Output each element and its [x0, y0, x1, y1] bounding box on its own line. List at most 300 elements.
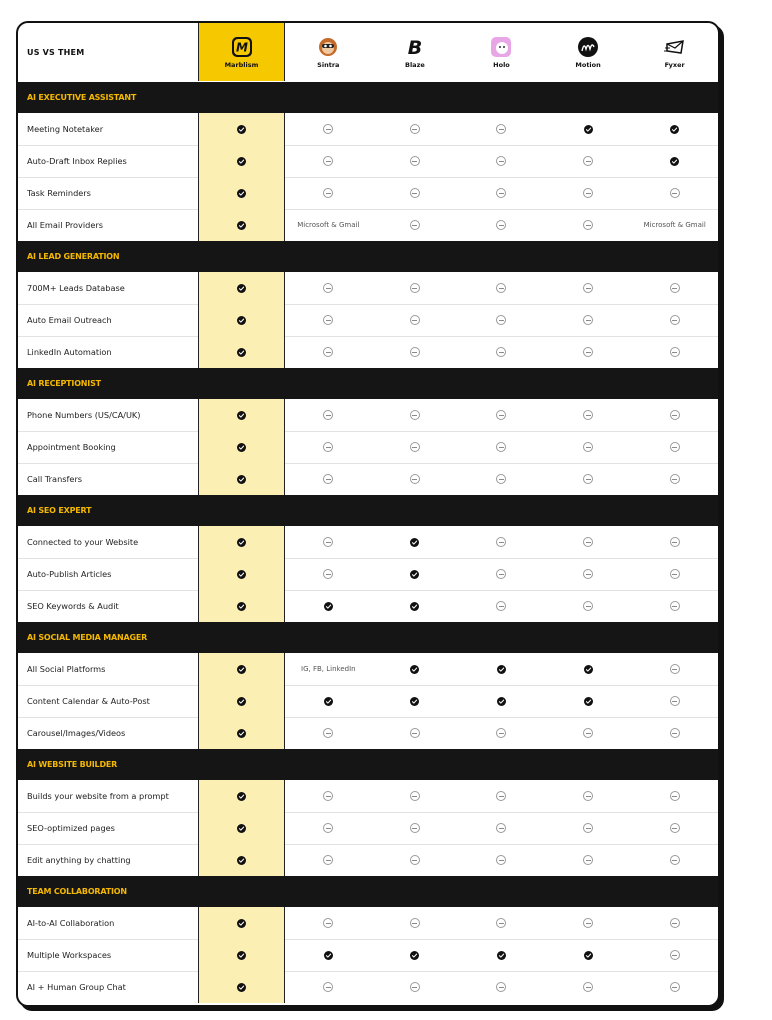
feature-cell: [18, 304, 198, 336]
table-row: [18, 177, 718, 210]
value-cell: [631, 113, 718, 145]
feature-name: Content Calendar & Auto-Post: [27, 696, 150, 706]
section-label: AI LEAD GENERATION: [27, 252, 120, 261]
section-label: AI SOCIAL MEDIA MANAGER: [27, 633, 148, 642]
value-cell: [631, 844, 718, 876]
table-row: [18, 780, 718, 813]
minus-circle-icon: [323, 283, 333, 293]
minus-circle-icon: [323, 982, 333, 992]
minus-circle-icon: [410, 156, 420, 166]
value-cell: [458, 685, 545, 717]
value-cell: [631, 399, 718, 431]
minus-circle-icon: [410, 347, 420, 357]
minus-circle-icon: [323, 442, 333, 452]
feature-cell: [18, 526, 198, 558]
minus-circle-icon: [583, 918, 593, 928]
checkmark-icon: [237, 729, 246, 738]
value-cell: [631, 463, 718, 495]
table-row: [18, 939, 718, 972]
feature-cell: [18, 907, 198, 939]
minus-circle-icon: [583, 791, 593, 801]
value-cell: [285, 844, 372, 876]
checkmark-icon: [237, 411, 246, 420]
value-cell: [372, 812, 459, 844]
checkmark-icon: [237, 157, 246, 166]
feature-note: IG, FB, LinkedIn: [301, 665, 356, 673]
table-row: [18, 113, 718, 146]
value-cell: [631, 304, 718, 336]
checkmark-icon: [237, 983, 246, 992]
value-cell: [631, 558, 718, 590]
value-cell: [458, 780, 545, 812]
value-cell: [198, 971, 285, 1003]
minus-circle-icon: [410, 410, 420, 420]
table-row: [18, 971, 718, 1003]
minus-circle-icon: [496, 918, 506, 928]
section-label: AI SEO EXPERT: [27, 506, 92, 515]
competitor-holo: [458, 23, 545, 81]
value-cell: [198, 939, 285, 971]
section-header: [18, 622, 718, 653]
section-label: AI EXECUTIVE ASSISTANT: [27, 93, 137, 102]
minus-circle-icon: [583, 982, 593, 992]
value-cell: [372, 780, 459, 812]
checkmark-icon: [670, 125, 679, 134]
minus-circle-icon: [323, 474, 333, 484]
minus-circle-icon: [583, 347, 593, 357]
feature-cell: [18, 209, 198, 241]
value-cell: [285, 685, 372, 717]
minus-circle-icon: [670, 982, 680, 992]
minus-circle-icon: [670, 855, 680, 865]
section-header: [18, 82, 718, 113]
checkmark-icon: [237, 919, 246, 928]
minus-circle-icon: [496, 855, 506, 865]
feature-cell: [18, 812, 198, 844]
value-cell: [458, 145, 545, 177]
section-label: AI RECEPTIONIST: [27, 379, 101, 388]
feature-name: Auto-Publish Articles: [27, 569, 112, 579]
value-cell: [545, 113, 632, 145]
minus-circle-icon: [410, 188, 420, 198]
feature-name: Auto Email Outreach: [27, 315, 112, 325]
minus-circle-icon: [323, 188, 333, 198]
value-cell: [198, 336, 285, 368]
value-cell: [631, 177, 718, 209]
section-cell: [18, 749, 718, 780]
value-cell: [458, 971, 545, 1003]
value-cell: [198, 780, 285, 812]
value-cell: [372, 939, 459, 971]
value-cell: [372, 971, 459, 1003]
competitor-name: Motion: [575, 60, 601, 69]
minus-circle-icon: [496, 315, 506, 325]
minus-circle-icon: [496, 410, 506, 420]
feature-cell: [18, 780, 198, 812]
minus-circle-icon: [410, 442, 420, 452]
minus-circle-icon: [583, 220, 593, 230]
minus-circle-icon: [583, 601, 593, 611]
value-cell: [631, 431, 718, 463]
value-cell: [285, 907, 372, 939]
value-cell: [285, 399, 372, 431]
minus-circle-icon: [323, 156, 333, 166]
minus-circle-icon: [496, 442, 506, 452]
section-cell: [18, 82, 718, 113]
minus-circle-icon: [670, 442, 680, 452]
value-cell: [372, 526, 459, 558]
value-cell: [372, 399, 459, 431]
value-cell: [198, 590, 285, 622]
table-row: [18, 336, 718, 368]
checkmark-icon: [237, 125, 246, 134]
value-cell: [545, 590, 632, 622]
section-label: TEAM COLLABORATION: [27, 887, 127, 896]
checkmark-icon: [237, 284, 246, 293]
value-cell: [372, 145, 459, 177]
section-header: [18, 368, 718, 399]
table-row: [18, 685, 718, 718]
value-cell: [458, 653, 545, 685]
value-cell: [285, 812, 372, 844]
value-cell: [631, 272, 718, 304]
value-cell: [458, 177, 545, 209]
checkmark-icon: [497, 665, 506, 674]
holo-logo-icon: [490, 36, 512, 58]
table-row: [18, 304, 718, 337]
value-cell: [458, 907, 545, 939]
minus-circle-icon: [496, 220, 506, 230]
value-cell: [285, 145, 372, 177]
feature-cell: [18, 336, 198, 368]
feature-note: Microsoft & Gmail: [643, 221, 706, 229]
value-cell: [285, 526, 372, 558]
table-row: [18, 209, 718, 241]
value-cell: [372, 844, 459, 876]
feature-name: Call Transfers: [27, 474, 83, 484]
section-header: [18, 749, 718, 780]
value-cell: [285, 304, 372, 336]
minus-circle-icon: [410, 283, 420, 293]
value-cell: [631, 653, 718, 685]
value-cell: [198, 272, 285, 304]
value-cell: [198, 717, 285, 749]
minus-circle-icon: [583, 855, 593, 865]
section-cell: [18, 241, 718, 272]
section-header: [18, 241, 718, 272]
value-cell: [285, 113, 372, 145]
value-cell: [285, 590, 372, 622]
value-cell: [545, 304, 632, 336]
value-cell: [631, 780, 718, 812]
value-cell: [372, 558, 459, 590]
section-cell: [18, 622, 718, 653]
feature-note: Microsoft & Gmail: [297, 221, 360, 229]
value-cell: [545, 431, 632, 463]
value-cell: [198, 113, 285, 145]
minus-circle-icon: [583, 728, 593, 738]
value-cell: [372, 590, 459, 622]
checkmark-icon: [237, 824, 246, 833]
minus-circle-icon: [670, 696, 680, 706]
minus-circle-icon: [410, 855, 420, 865]
value-cell: [372, 304, 459, 336]
feature-name: AI-to-AI Collaboration: [27, 918, 115, 928]
value-cell: [631, 526, 718, 558]
value-cell: [372, 336, 459, 368]
minus-circle-icon: [496, 474, 506, 484]
value-cell: [631, 685, 718, 717]
minus-circle-icon: [496, 188, 506, 198]
feature-cell: [18, 971, 198, 1003]
minus-circle-icon: [583, 283, 593, 293]
section-label: AI WEBSITE BUILDER: [27, 760, 118, 769]
table-row: [18, 145, 718, 178]
competitor-marblism: [198, 23, 285, 81]
feature-cell: [18, 463, 198, 495]
value-cell: [631, 145, 718, 177]
feature-name: Edit anything by chatting: [27, 855, 131, 865]
value-cell: [631, 717, 718, 749]
feature-name: Phone Numbers (US/CA/UK): [27, 410, 141, 420]
value-cell: [285, 558, 372, 590]
value-cell: [285, 272, 372, 304]
value-cell: [545, 399, 632, 431]
section-cell: [18, 876, 718, 907]
minus-circle-icon: [323, 918, 333, 928]
minus-circle-icon: [496, 283, 506, 293]
feature-cell: [18, 399, 198, 431]
feature-cell: [18, 590, 198, 622]
minus-circle-icon: [670, 347, 680, 357]
feature-name: Carousel/Images/Videos: [27, 728, 126, 738]
value-cell: [198, 558, 285, 590]
section-header: [18, 876, 718, 907]
feature-cell: [18, 653, 198, 685]
value-cell: [458, 304, 545, 336]
competitor-name: Blaze: [405, 60, 425, 69]
checkmark-icon: [410, 697, 419, 706]
fyxer-logo-icon: [664, 36, 686, 58]
feature-cell: [18, 145, 198, 177]
table-row: [18, 463, 718, 495]
value-cell: [545, 907, 632, 939]
value-cell: [545, 844, 632, 876]
minus-circle-icon: [496, 982, 506, 992]
feature-name: Builds your website from a prompt: [27, 791, 169, 801]
minus-circle-icon: [496, 347, 506, 357]
checkmark-icon: [324, 602, 333, 611]
value-cell: [372, 717, 459, 749]
minus-circle-icon: [670, 537, 680, 547]
value-cell: [458, 431, 545, 463]
table-row: [18, 590, 718, 622]
minus-circle-icon: [670, 569, 680, 579]
value-cell: [285, 209, 372, 241]
minus-circle-icon: [410, 982, 420, 992]
minus-circle-icon: [670, 664, 680, 674]
feature-cell: [18, 431, 198, 463]
checkmark-icon: [237, 221, 246, 230]
section-cell: [18, 495, 718, 526]
value-cell: [198, 431, 285, 463]
feature-name: Meeting Notetaker: [27, 124, 104, 134]
feature-name: Auto-Draft Inbox Replies: [27, 156, 127, 166]
competitor-name: Holo: [493, 60, 510, 69]
value-cell: [545, 558, 632, 590]
competitor-name: Marblism: [224, 60, 259, 69]
value-cell: [372, 177, 459, 209]
value-cell: [458, 717, 545, 749]
value-cell: [458, 399, 545, 431]
value-cell: [285, 971, 372, 1003]
checkmark-icon: [237, 570, 246, 579]
checkmark-icon: [497, 951, 506, 960]
table-row: [18, 272, 718, 305]
value-cell: [458, 844, 545, 876]
minus-circle-icon: [410, 474, 420, 484]
minus-circle-icon: [583, 156, 593, 166]
checkmark-icon: [584, 697, 593, 706]
value-cell: [631, 939, 718, 971]
value-cell: [372, 653, 459, 685]
competitor-blaze: [372, 23, 459, 81]
value-cell: [285, 717, 372, 749]
table-row: [18, 844, 718, 876]
minus-circle-icon: [670, 918, 680, 928]
minus-circle-icon: [670, 791, 680, 801]
competitor-name: Fyxer: [664, 60, 685, 69]
motion-logo-icon: [577, 36, 599, 58]
table-title: US VS THEM: [27, 47, 85, 57]
competitor-fyxer: [631, 23, 718, 81]
minus-circle-icon: [496, 537, 506, 547]
value-cell: [631, 812, 718, 844]
value-cell: [631, 336, 718, 368]
checkmark-icon: [237, 443, 246, 452]
value-cell: [198, 209, 285, 241]
minus-circle-icon: [583, 537, 593, 547]
value-cell: [458, 336, 545, 368]
table-row: [18, 399, 718, 432]
minus-circle-icon: [670, 474, 680, 484]
table-row: [18, 653, 718, 686]
competitor-motion: [545, 23, 632, 81]
minus-circle-icon: [496, 569, 506, 579]
minus-circle-icon: [583, 823, 593, 833]
checkmark-icon: [497, 697, 506, 706]
value-cell: [285, 431, 372, 463]
value-cell: [458, 209, 545, 241]
value-cell: [458, 526, 545, 558]
minus-circle-icon: [323, 410, 333, 420]
minus-circle-icon: [583, 474, 593, 484]
value-cell: [545, 653, 632, 685]
feature-cell: [18, 939, 198, 971]
value-cell: [458, 939, 545, 971]
value-cell: [372, 113, 459, 145]
checkmark-icon: [237, 602, 246, 611]
feature-name: All Social Platforms: [27, 664, 106, 674]
feature-cell: [18, 558, 198, 590]
feature-name: AI + Human Group Chat: [27, 982, 126, 992]
competitor-name: Sintra: [317, 60, 340, 69]
value-cell: [458, 812, 545, 844]
feature-cell: [18, 717, 198, 749]
blaze-logo-icon: [404, 36, 426, 58]
minus-circle-icon: [323, 823, 333, 833]
minus-circle-icon: [496, 823, 506, 833]
checkmark-icon: [237, 189, 246, 198]
minus-circle-icon: [583, 188, 593, 198]
table-row: [18, 431, 718, 464]
minus-circle-icon: [670, 410, 680, 420]
value-cell: [285, 177, 372, 209]
feature-name: SEO Keywords & Audit: [27, 601, 119, 611]
value-cell: [545, 717, 632, 749]
value-cell: [458, 590, 545, 622]
minus-circle-icon: [410, 823, 420, 833]
value-cell: [372, 209, 459, 241]
minus-circle-icon: [583, 442, 593, 452]
value-cell: [545, 209, 632, 241]
minus-circle-icon: [670, 728, 680, 738]
checkmark-icon: [584, 665, 593, 674]
value-cell: [198, 304, 285, 336]
checkmark-icon: [237, 951, 246, 960]
value-cell: [545, 272, 632, 304]
value-cell: [545, 971, 632, 1003]
checkmark-icon: [324, 697, 333, 706]
svg-text:B: B: [407, 36, 423, 58]
checkmark-icon: [237, 665, 246, 674]
feature-cell: [18, 272, 198, 304]
minus-circle-icon: [410, 315, 420, 325]
minus-circle-icon: [670, 283, 680, 293]
checkmark-icon: [410, 602, 419, 611]
minus-circle-icon: [323, 347, 333, 357]
value-cell: [285, 463, 372, 495]
value-cell: [198, 653, 285, 685]
value-cell: [458, 463, 545, 495]
value-cell: [545, 812, 632, 844]
checkmark-icon: [410, 570, 419, 579]
checkmark-icon: [237, 538, 246, 547]
minus-circle-icon: [323, 728, 333, 738]
table-header: [18, 23, 718, 81]
value-cell: [545, 685, 632, 717]
value-cell: [545, 336, 632, 368]
table-row: [18, 812, 718, 845]
value-cell: [198, 399, 285, 431]
value-cell: [372, 272, 459, 304]
value-cell: [631, 907, 718, 939]
value-cell: [198, 685, 285, 717]
minus-circle-icon: [670, 601, 680, 611]
minus-circle-icon: [410, 124, 420, 134]
feature-name: 700M+ Leads Database: [27, 283, 125, 293]
minus-circle-icon: [496, 791, 506, 801]
minus-circle-icon: [323, 124, 333, 134]
minus-circle-icon: [496, 156, 506, 166]
minus-circle-icon: [670, 950, 680, 960]
table-row: [18, 526, 718, 559]
minus-circle-icon: [670, 315, 680, 325]
value-cell: [545, 780, 632, 812]
value-cell: [372, 907, 459, 939]
value-cell: [458, 272, 545, 304]
checkmark-icon: [584, 951, 593, 960]
